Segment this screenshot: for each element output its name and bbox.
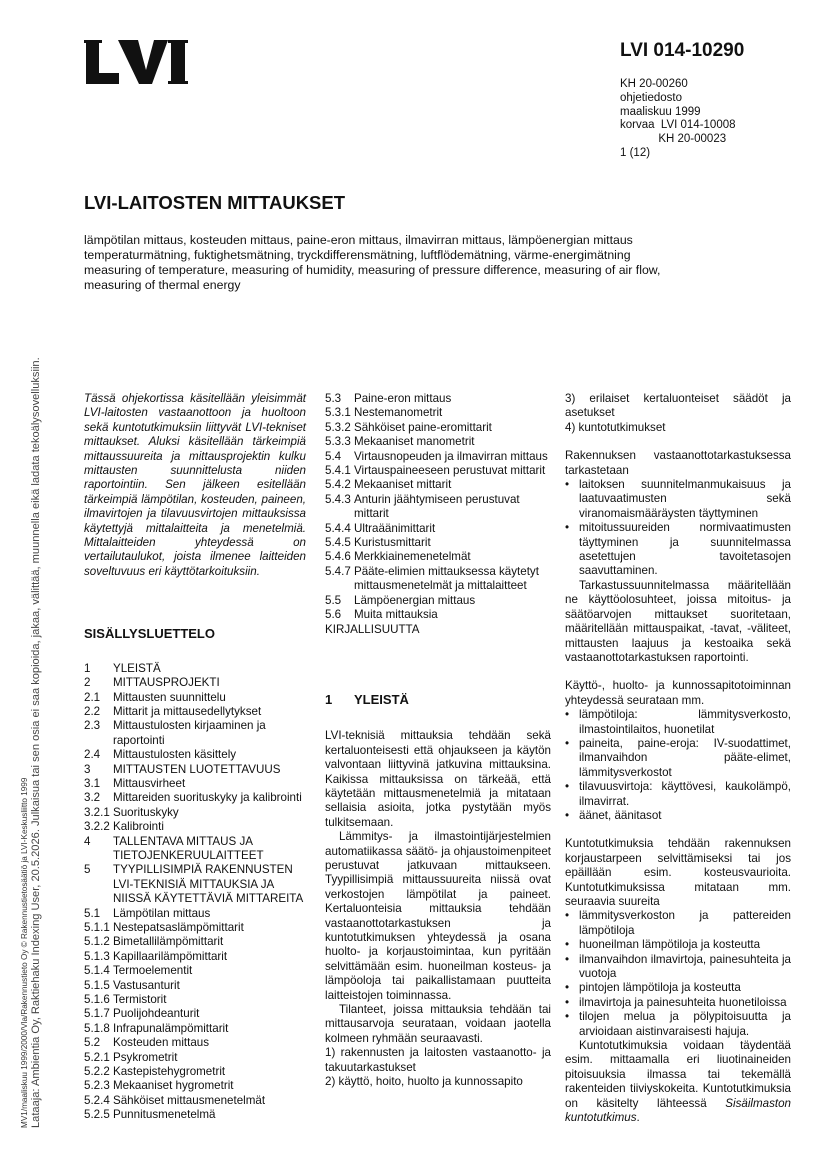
vastaanotto-bullets — [565, 478, 791, 579]
toc-item[interactable] — [84, 921, 306, 935]
toc-item[interactable] — [84, 907, 306, 921]
list-item: 1) rakennusten ja laitosten vastaanotto- ja takuutarkastukset — [325, 1046, 551, 1074]
toc-item[interactable] — [84, 676, 306, 690]
meta-line: maaliskuu 1999 — [620, 105, 701, 118]
toc-item-number: 5.1 — [84, 906, 101, 920]
bullet-icon: • — [565, 1010, 570, 1024]
toc-item[interactable] — [325, 522, 551, 536]
toc-item-number: 5.1.6 — [84, 993, 110, 1007]
kunto-bullets — [565, 909, 791, 1039]
toc-item-title: Virtausnopeuden ja ilmavirran mittaus — [354, 449, 548, 463]
intro-text: Tässä ohjekortissa käsitellään yleisimmät LVI-laitosten vastaanottoon ja huoltoon sekä kuntotutkimuksiin liittyvät LVI-tekniset mittaukset. Aluksi käsitellään tärkeimpiä mittaussuureita ja mittausprojektin kulku mittausten suunnittelusta niiden raportointiin. Sen jälkeen esitellään tärkeimpiä lämpötilan, kosteuden, paineen, ilmavirtojen ja tilavuusvirtojen mittauksissa käytettyjä mittalaitteita ja menetelmiä. Mittalaitteiden yhteydessä on vertailutaulukot, joista ilmenee laitteiden soveltuvuus eri käyttötarkoituksiin. — [84, 392, 306, 578]
list-item: 2) käyttö, hoito, huolto ja kunnossapito — [325, 1075, 523, 1089]
toc-item-number: 3.1 — [84, 776, 101, 790]
toc-item-title: Mekaaniset manometrit — [354, 435, 475, 449]
keywords-en: measuring of temperature, measuring of humidity, measuring of pressure difference, measuring of air flow, — [84, 263, 661, 277]
toc-item[interactable] — [84, 950, 306, 964]
toc-item-title: Lämpötilan mittaus — [113, 906, 211, 920]
toc-item[interactable] — [84, 806, 306, 820]
bullet-icon: • — [565, 952, 570, 966]
toc-item-title: Mekaaniset hygrometrit — [113, 1079, 234, 1093]
keywords-en-cont: measuring of thermal energy — [84, 278, 241, 292]
final-period: . — [636, 1111, 640, 1125]
list-item: 4) kuntotutkimukset — [565, 420, 666, 434]
bullet-icon: • — [565, 909, 570, 923]
toc-item[interactable] — [84, 1036, 306, 1050]
toc-item[interactable] — [325, 536, 551, 550]
bullet-text: tilojen melua ja pölypitoisuutta ja arvioidaan aistinvaraisesti hajuja. — [579, 1010, 791, 1038]
final-paragraph — [565, 1039, 791, 1125]
toc-item[interactable] — [325, 435, 551, 449]
toc-item-title: TYYPILLISIMPIÄ RAKENNUSTEN LVI-TEKNISIÄ MITTAUKSIA JA NIISSÄ KÄYTETTÄVIÄ MITTAREITA — [113, 863, 304, 906]
toc-item-title: Mekaaniset mittarit — [354, 478, 452, 492]
toc-item-title: Lämpöenergian mittaus — [354, 593, 476, 607]
toc-item[interactable] — [84, 1007, 306, 1021]
bullet-icon: • — [565, 736, 570, 750]
toc-item-title: Merkkiainemenetelmät — [354, 550, 471, 564]
reference-title: Sisäilmaston kuntotutkimus — [565, 1096, 791, 1125]
toc-list-2 — [325, 392, 551, 623]
toc-item-title: Psykrometrit — [113, 1050, 178, 1064]
toc-item-number: 2.2 — [84, 704, 101, 718]
toc-item-title: Suorituskyky — [113, 805, 179, 819]
toc-item-number: 5.1.1 — [84, 921, 110, 934]
meta-line: ohjetiedosto — [620, 91, 683, 104]
bullet-text: lämpötiloja: lämmitysverkosto, ilmastointilaitos, huonetilat — [579, 708, 791, 736]
toc-item-number: 3.2.1 — [84, 805, 110, 819]
toc-item-number: 4 — [84, 834, 91, 848]
toc-item[interactable] — [84, 863, 306, 906]
toc-item[interactable] — [84, 748, 306, 762]
toc-item-number: 5.2.4 — [84, 1093, 110, 1107]
toc-item-title: MITTAUSPROJEKTI — [113, 676, 220, 690]
document-number: LVI 014-10290 — [620, 40, 745, 61]
kaytto-bullets — [565, 708, 791, 823]
toc-item-title: Paine-eron mittaus — [354, 392, 452, 405]
toc-item[interactable] — [84, 1065, 306, 1079]
toc-item-number: 5.1.2 — [84, 935, 110, 949]
toc-item[interactable] — [325, 478, 551, 492]
page-title: LVI-LAITOSTEN MITTAUKSET — [84, 192, 346, 213]
toc-item[interactable] — [325, 392, 551, 406]
keywords — [84, 233, 734, 293]
toc-item-number: 5.4.2 — [325, 478, 351, 492]
bullet-item — [565, 981, 791, 995]
toc-item-number: 5.4.6 — [325, 550, 351, 564]
toc-item[interactable] — [325, 608, 551, 622]
toc-item-title: Muita mittauksia — [354, 608, 438, 622]
bullet-text: pintojen lämpötiloja ja kosteutta — [579, 981, 741, 995]
toc-item-number: 5.2.1 — [84, 1050, 110, 1064]
lvi-logo — [84, 40, 188, 86]
toc-item[interactable] — [325, 421, 551, 435]
toc-item-number: 5.1.8 — [84, 1021, 110, 1035]
section-title: YLEISTÄ — [354, 691, 409, 707]
toc-item-title: Anturin jäähtymiseen perustuvat mittarit — [354, 492, 520, 521]
toc-item[interactable] — [325, 450, 551, 464]
toc-item-number: 5.5 — [325, 593, 342, 607]
toc-item-title: Kastepistehygrometrit — [113, 1065, 226, 1079]
toc-item[interactable] — [325, 594, 551, 608]
column-2 — [325, 392, 551, 1089]
toc-list-1 — [84, 662, 306, 1123]
kaytto-paragraph: Käyttö-, huolto- ja kunnossapitotoiminnan yhteydessä seurataan mm. — [565, 679, 791, 707]
toc-item[interactable] — [84, 763, 306, 777]
section-1-paragraph-1: LVI-teknisiä mittauksia tehdään sekä kertaluonteisesti että ohjaukseen ja käytön valvontaan liittyvinä jatkuvina mittauksina. Kaikissa mittauksissa on tärkeää, että käytetään mittausmenetelmiä ja mitataan sellaisia asioita, jotka pystytään myös tulkitsemaan. — [325, 729, 551, 829]
toc-item-title: Kosteuden mittaus — [113, 1036, 210, 1050]
toc-item-number: 5.3.2 — [325, 420, 351, 434]
bullet-item — [565, 708, 791, 737]
meta-line: korvaa LVI 014-10008 — [620, 119, 736, 132]
bullet-item — [565, 996, 791, 1010]
bullet-text: ilmanvaihdon ilmavirtoja, painesuhteita ja vuotoja — [579, 952, 791, 981]
toc-item[interactable] — [84, 1079, 306, 1093]
section-1-heading — [325, 693, 551, 707]
bullet-item — [565, 521, 791, 579]
document-meta — [620, 78, 736, 161]
toc-item-title: Virtauspaineeseen perustuvat mittarit — [354, 464, 546, 478]
toc-item-title: YLEISTÄ — [113, 661, 161, 675]
list-item: 3) erilaiset kertaluonteiset säädöt ja asetukset — [565, 392, 791, 420]
toc-item-title: Termistorit — [113, 993, 167, 1007]
bullet-icon: • — [565, 780, 570, 794]
toc-item-number: 5.4.4 — [325, 521, 351, 535]
bullet-text: mitoitussuureiden normivaatimusten täyttyminen ja suunnitelmassa asetettujen tavoitetasojen saavuttaminen. — [579, 521, 791, 578]
toc-item[interactable] — [84, 691, 306, 705]
toc-item-kirjallisuutta[interactable]: KIRJALLISUUTTA — [325, 622, 420, 636]
keywords-sv: temperaturmätning, fuktighetsmätning, tryckdifferensmätning, luftflödemätning, värme-energimätning — [84, 248, 631, 262]
bullet-text: tilavuusvirtoja: käyttövesi, kaukolämpö, ilmavirrat. — [579, 780, 791, 808]
toc-item-title: Punnitusmenetelmä — [113, 1108, 216, 1122]
toc-item-number: 5.4.5 — [325, 536, 351, 550]
column-1 — [84, 392, 306, 1123]
toc-item[interactable] — [84, 993, 306, 1007]
toc-item[interactable] — [325, 550, 551, 564]
toc-item-title: Kuristusmittarit — [354, 536, 431, 550]
toc-item[interactable] — [325, 464, 551, 478]
column-3 — [565, 392, 791, 1126]
toc-item-title: Kapillaarilämpömittarit — [113, 949, 228, 963]
bullet-item — [565, 953, 791, 982]
copyright-line: MV1/maaliskuu 1999/2000/Vla/Rakennustieto Oy © Rakennustietosäätiö ja LVI-Keskusliitto 1999 — [20, 777, 29, 1128]
download-notice: Lataaja: Ambientia Oy, Raktiehaku Indexing User, 20.5.2026. Julkaisua tai sen osia ei saa kopioida, jakaa, välittää, muunnella eikä ladata tekoälysovelluksiin. — [30, 357, 42, 1128]
vastaanotto-paragraph: Rakennuksen vastaanottotarkastuksessa tarkastetaan — [565, 449, 791, 477]
toc-item[interactable] — [84, 979, 306, 993]
toc-item-title: MITTAUSTEN LUOTETTAVUUS — [113, 762, 281, 776]
toc-item-number: 5.1.5 — [84, 978, 110, 992]
bullet-text: äänet, äänitasot — [579, 808, 662, 822]
toc-item-title: Bimetallilämpömittarit — [113, 935, 224, 949]
toc-item-number: 5.4 — [325, 449, 342, 463]
toc-item-title: Nestemanometrit — [354, 406, 443, 420]
bullet-text: ilmavirtoja ja painesuhteita huonetiloissa — [579, 995, 787, 1009]
bullet-text: paineita, paine-eroja: IV-suodattimet, ilmanvaihdon pääte-elimet, lämmitysverkostot — [579, 736, 791, 779]
toc-heading: SISÄLLYSLUETTELO — [84, 626, 215, 642]
toc-item-title: Kalibrointi — [113, 820, 164, 834]
toc-item-number: 5.2.2 — [84, 1065, 110, 1079]
toc-item[interactable] — [84, 777, 306, 791]
section-1-paragraph-2: Lämmitys- ja ilmastointijärjestelmien automatiikassa säätö- ja ohjaustoimenpiteet perustuvat jatkuvaan mittaukseen. Tyypillisimpiä mittaussuureita niissä ovat verkostojen lämpötilat ja paineet. Kertaluonteisia mittauksia tehdään vastaanottotarkastuksen ja kuntotutkimuksen yhteydessä ja osana huolto- ja korjaustoimintaa, kun pyritään selvittämään esim. huoneilman kosteus- ja lämpöoloja tai paikallistamaan puutteita laitteistojen toiminnassa. — [325, 830, 551, 1002]
toc-item[interactable] — [325, 565, 551, 594]
toc-item[interactable] — [325, 406, 551, 420]
toc-item-number: 3.2 — [84, 791, 101, 805]
toc-item-number: 2.1 — [84, 690, 101, 704]
bullet-item — [565, 478, 791, 521]
bullet-icon: • — [565, 708, 570, 722]
toc-item[interactable] — [84, 820, 306, 834]
bullet-text: huoneilman lämpötiloja ja kosteutta — [579, 938, 761, 952]
toc-item-number: 5.2 — [84, 1036, 101, 1050]
final-text: Kuntotutkimuksia voidaan täydentää esim. mittaamalla eri liuotinaineiden pitoisuuksia ilmassa tai tekemällä rakenteiden tiiviyskokeita. Kuntotutkimuksia on käsitelty lähteessä — [565, 1039, 791, 1110]
toc-item-title: Infrapunalämpömittarit — [113, 1021, 229, 1035]
bullet-icon: • — [565, 995, 570, 1009]
toc-item-title: Mittaustulosten käsittely — [113, 748, 237, 762]
toc-item-number: 5 — [84, 863, 91, 877]
toc-item[interactable] — [84, 1094, 306, 1108]
bullet-icon: • — [565, 478, 570, 492]
bullet-item — [565, 1010, 791, 1039]
toc-item-number: 5.3.1 — [325, 406, 351, 420]
toc-item[interactable] — [84, 719, 306, 748]
toc-item-title: Termoelementit — [113, 964, 193, 978]
toc-item-number: 5.3.3 — [325, 435, 351, 449]
bullet-text: laitoksen suunnitelmanmukaisuus ja laatuvaatimusten sekä viranomaismääräysten täyttyminen — [579, 478, 791, 520]
toc-item-number: 5.4.3 — [325, 492, 351, 506]
bullet-text: lämmitysverkoston ja pattereiden lämpötiloja — [579, 909, 791, 937]
toc-item-title: Ultraäänimittarit — [354, 521, 436, 535]
toc-item-number: 5.1.3 — [84, 949, 110, 963]
meta-line: KH 20-00260 — [620, 78, 688, 90]
toc-item-number: 2.3 — [84, 719, 101, 733]
toc-item-number: 5.1.4 — [84, 964, 110, 978]
toc-item-number: 5.2.3 — [84, 1079, 110, 1093]
toc-item-number: 5.1.7 — [84, 1007, 110, 1021]
tarkastus-paragraph: Tarkastussuunnitelmassa määritellään ne käyttöolosuhteet, joissa mitoitus- ja säätöarvojen mittaukset suoritetaan, määritellään mittauspaikat, -tavat, -väliteet, mittausten laajuus ja kestoaika sekä vastaanottotarkastuksen raportointi. — [565, 578, 791, 664]
toc-item[interactable] — [84, 935, 306, 949]
section-1-paragraph-3: Tilanteet, joissa mittauksia tehdään tai mittausarvoja seurataan, voidaan jaotella kolmeen ryhmään seuraavasti. — [325, 1003, 551, 1045]
toc-item-title: Mittarit ja mittausedellytykset — [113, 704, 262, 718]
toc-item-title: Sähköiset mittausmenetelmät — [113, 1093, 266, 1107]
bullet-item — [565, 780, 791, 809]
toc-item-title: TALLENTAVA MITTAUS JA TIETOJENKERUULAITTEET — [113, 834, 264, 862]
toc-item-number: 5.2.5 — [84, 1108, 110, 1122]
bullet-icon: • — [565, 808, 570, 822]
toc-item-title: Sähköiset paine-eromittarit — [354, 420, 492, 434]
toc-item-title: Mittausten suunnittelu — [113, 690, 226, 704]
bullet-item — [565, 909, 791, 938]
toc-item-number: 3 — [84, 762, 91, 776]
section-number: 1 — [325, 691, 333, 707]
toc-item[interactable] — [84, 1108, 306, 1122]
toc-item-title: Nestepatsaslämpömittarit — [113, 921, 244, 934]
bullet-icon: • — [565, 521, 570, 535]
toc-item[interactable] — [84, 964, 306, 978]
toc-item[interactable] — [325, 493, 551, 522]
toc-item[interactable] — [84, 662, 306, 676]
toc-item-number: 1 — [84, 661, 91, 675]
meta-line: KH 20-00023 — [620, 133, 727, 146]
toc-item[interactable] — [84, 1051, 306, 1065]
bullet-icon: • — [565, 981, 570, 995]
toc-item[interactable] — [84, 1022, 306, 1036]
bullet-item — [565, 809, 791, 823]
bullet-item — [565, 938, 791, 952]
toc-item-title: Mittaustulosten kirjaaminen ja raportointi — [113, 719, 266, 747]
toc-item[interactable] — [84, 791, 306, 805]
bullet-item — [565, 737, 791, 780]
toc-item-number: 5.4.7 — [325, 564, 351, 578]
toc-item[interactable] — [84, 835, 306, 864]
toc-item-number: 2.4 — [84, 748, 101, 762]
toc-item-title: Mittareiden suorituskyky ja kalibrointi — [113, 791, 302, 805]
toc-item-title: Mittausvirheet — [113, 776, 186, 790]
meta-line: 1 (12) — [620, 146, 651, 159]
toc-item-number: 2 — [84, 676, 91, 690]
toc-item-number: 5.4.1 — [325, 464, 351, 478]
toc-item-number: 5.3 — [325, 392, 342, 405]
toc-item-number: 5.6 — [325, 608, 342, 622]
kunto-paragraph: Kuntotutkimuksia tehdään rakennuksen korjaustarpeen selvittämiseksi tai jos epäillään esim. kosteusvaurioita. Kuntotutkimuksissa mitataan mm. seuraavia suureita — [565, 837, 791, 908]
keywords-fi: lämpötilan mittaus, kosteuden mittaus, paine-eron mittaus, ilmavirran mittaus, lämpöenergian mittaus — [84, 233, 633, 247]
toc-item-title: Pääte-elimien mittauksessa käytetyt mittausmenetelmät ja mittalaitteet — [354, 564, 539, 593]
toc-item-title: Vastusanturit — [113, 978, 180, 992]
toc-item[interactable] — [84, 705, 306, 719]
toc-item-number: 3.2.2 — [84, 820, 110, 834]
toc-item-title: Puolijohdeanturit — [113, 1007, 200, 1021]
bullet-icon: • — [565, 938, 570, 952]
